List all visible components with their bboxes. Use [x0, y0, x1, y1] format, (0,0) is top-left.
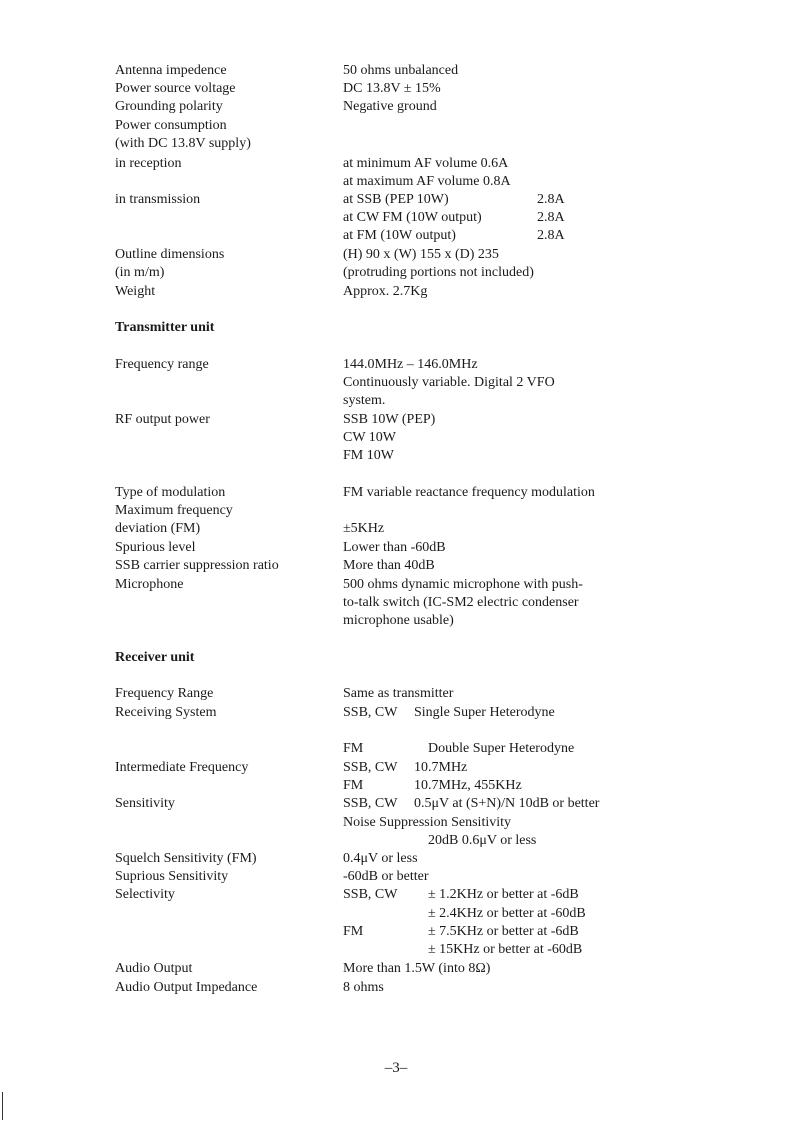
spec-row-noise-value: [0, 832, 792, 850]
scan-edge-mark: [2, 1092, 3, 1120]
spec-row-carrier: [0, 557, 792, 575]
spec-row-receiving-system: [0, 704, 792, 722]
spec-row-receiving-fm: [0, 740, 792, 758]
spec-row-consumption: [0, 117, 792, 135]
spec-value: FM variable reactance frequency modulation: [343, 485, 595, 500]
spec-label: deviation (FM): [115, 521, 201, 536]
spec-mode: SSB, CW: [343, 760, 398, 775]
spec-label: Audio Output: [115, 961, 193, 976]
spec-value: FM 10W: [343, 448, 394, 463]
spec-value: Same as transmitter: [343, 686, 454, 701]
spec-row-transmission-cwfm: [0, 209, 792, 227]
spec-row-if-fm: [0, 777, 792, 795]
spec-value: (protruding portions not included): [343, 265, 534, 280]
spec-value: to-talk switch (IC-SM2 electric condenser: [343, 595, 579, 610]
spec-row-spurious: [0, 539, 792, 557]
spec-value: More than 1.5W (into 8Ω): [343, 961, 491, 976]
spec-value: 144.0MHz – 146.0MHz: [343, 357, 478, 372]
spec-value: at FM (10W output): [343, 228, 456, 243]
spec-value: More than 40dB: [343, 558, 435, 573]
spec-mode: FM: [343, 924, 364, 939]
spec-row-modulation: [0, 484, 792, 502]
spec-label: Power source voltage: [115, 81, 236, 96]
spec-label: Type of modulation: [115, 485, 226, 500]
spec-value: 8 ohms: [343, 980, 384, 995]
spec-value: system.: [343, 393, 386, 408]
spec-label: Frequency range: [115, 357, 209, 372]
spec-value: at maximum AF volume 0.8A: [343, 174, 511, 189]
spec-row-sensitivity: [0, 795, 792, 813]
spec-label: Power consumption: [115, 118, 227, 133]
spec-label: Selectivity: [115, 887, 175, 902]
transmitter-heading-row: [0, 319, 792, 337]
spec-mode: FM: [343, 778, 364, 793]
spec-row-selectivity-fm2: [0, 941, 792, 959]
spec-label: SSB carrier suppression ratio: [115, 558, 279, 573]
spec-label: Suprious Sensitivity: [115, 869, 229, 884]
spec-row-if: [0, 759, 792, 777]
spec-row-rf-cw: [0, 429, 792, 447]
spec-label: Audio Output Impedance: [115, 980, 258, 995]
spec-value: ±5KHz: [343, 521, 385, 536]
spec-value: CW 10W: [343, 430, 397, 445]
spec-label: Outline dimensions: [115, 247, 225, 262]
spec-row-reception-max: [0, 173, 792, 191]
spec-label: Frequency Range: [115, 686, 214, 701]
spec-row-microphone: [0, 576, 792, 594]
spec-value: -60dB or better: [343, 869, 429, 884]
spec-value: ± 15KHz or better at -60dB: [428, 942, 583, 957]
spec-row-transmission: [0, 191, 792, 209]
spec-value: 10.7MHz, 455KHz: [414, 778, 522, 793]
spec-label: Weight: [115, 284, 156, 299]
spec-row-reception: [0, 155, 792, 173]
spec-value: Noise Suppression Sensitivity: [343, 815, 512, 830]
spec-row-power: [0, 80, 792, 98]
spec-value: 10.7MHz: [414, 760, 468, 775]
spec-row-rf-fm: [0, 447, 792, 465]
spec-row-selectivity-ssb2: [0, 905, 792, 923]
spec-row-suprious: [0, 868, 792, 886]
receiver-heading-row: [0, 649, 792, 667]
spec-label: Squelch Sensitivity (FM): [115, 851, 257, 866]
spec-label: Sensitivity: [115, 796, 175, 811]
spec-row-selectivity: [0, 886, 792, 904]
spec-row-tx-frequency: [0, 356, 792, 374]
spec-row-weight: [0, 283, 792, 301]
spec-value: (H) 90 x (W) 155 x (D) 235: [343, 247, 499, 262]
spec-value: Negative ground: [343, 99, 437, 114]
spec-row-selectivity-fm: [0, 923, 792, 941]
spec-label: in transmission: [115, 192, 201, 207]
spec-value: at SSB (PEP 10W): [343, 192, 449, 207]
spec-value: SSB 10W (PEP): [343, 412, 436, 427]
spec-row-dimensions-unit: [0, 264, 792, 282]
spec-row-antenna: [0, 62, 792, 80]
spec-label: (in m/m): [115, 265, 165, 280]
page-number: –3–: [384, 1060, 408, 1076]
spec-row-impedance: [0, 979, 792, 997]
spec-row-ground: [0, 98, 792, 116]
spec-value: at minimum AF volume 0.6A: [343, 156, 509, 171]
spec-mode: SSB, CW: [343, 796, 398, 811]
spec-value: Lower than -60dB: [343, 540, 446, 555]
spec-label: Microphone: [115, 577, 184, 592]
spec-row-maxdev: [0, 502, 792, 520]
spec-value: ± 2.4KHz or better at -60dB: [428, 906, 586, 921]
spec-value: ± 7.5KHz or better at -6dB: [428, 924, 579, 939]
spec-label: Spurious level: [115, 540, 196, 555]
spec-value: 50 ohms unbalanced: [343, 63, 459, 78]
spec-mode: FM: [343, 741, 364, 756]
spec-row-squelch: [0, 850, 792, 868]
spec-mode: SSB, CW: [343, 705, 398, 720]
spec-value: 20dB 0.6μV or less: [428, 833, 537, 848]
spec-row-rx-frequency: [0, 685, 792, 703]
spec-row-microphone-3: [0, 612, 792, 630]
spec-row-transmission-fm: [0, 227, 792, 245]
spec-amp: 2.8A: [537, 228, 565, 243]
spec-value: at CW FM (10W output): [343, 210, 482, 225]
spec-value: Continuously variable. Digital 2 VFO: [343, 375, 555, 390]
spec-row-audio: [0, 960, 792, 978]
spec-label: Grounding polarity: [115, 99, 223, 114]
spec-row-consumption-sub: [0, 135, 792, 153]
spec-mode: SSB, CW: [343, 887, 398, 902]
spec-value: DC 13.8V ± 15%: [343, 81, 441, 96]
spec-value: Single Super Heterodyne: [414, 705, 555, 720]
spec-row-rf-output: [0, 411, 792, 429]
spec-value: microphone usable): [343, 613, 454, 628]
spec-amp: 2.8A: [537, 210, 565, 225]
spec-value: 500 ohms dynamic microphone with push-: [343, 577, 583, 592]
spec-row-dimensions: [0, 246, 792, 264]
spec-label: Maximum frequency: [115, 503, 233, 518]
spec-label: (with DC 13.8V supply): [115, 136, 251, 151]
spec-row-microphone-2: [0, 594, 792, 612]
spec-value: Double Super Heterodyne: [428, 741, 575, 756]
spec-value: ± 1.2KHz or better at -6dB: [428, 887, 579, 902]
spec-row-tx-frequency-note2: [0, 392, 792, 410]
spec-value: 0.4μV or less: [343, 851, 418, 866]
section-heading: Receiver unit: [115, 650, 195, 665]
spec-label: Antenna impedence: [115, 63, 227, 78]
spec-value: Approx. 2.7Kg: [343, 284, 428, 299]
spec-row-tx-frequency-note: [0, 374, 792, 392]
spec-value: 0.5μV at (S+N)/N 10dB or better: [414, 796, 600, 811]
spec-row-maxdev-fm: [0, 520, 792, 538]
spec-label: RF output power: [115, 412, 210, 427]
spec-label: Intermediate Frequency: [115, 760, 249, 775]
spec-row-noise: [0, 814, 792, 832]
section-heading: Transmitter unit: [115, 320, 215, 335]
spec-label: Receiving System: [115, 705, 217, 720]
spec-amp: 2.8A: [537, 192, 565, 207]
spec-label: in reception: [115, 156, 182, 171]
